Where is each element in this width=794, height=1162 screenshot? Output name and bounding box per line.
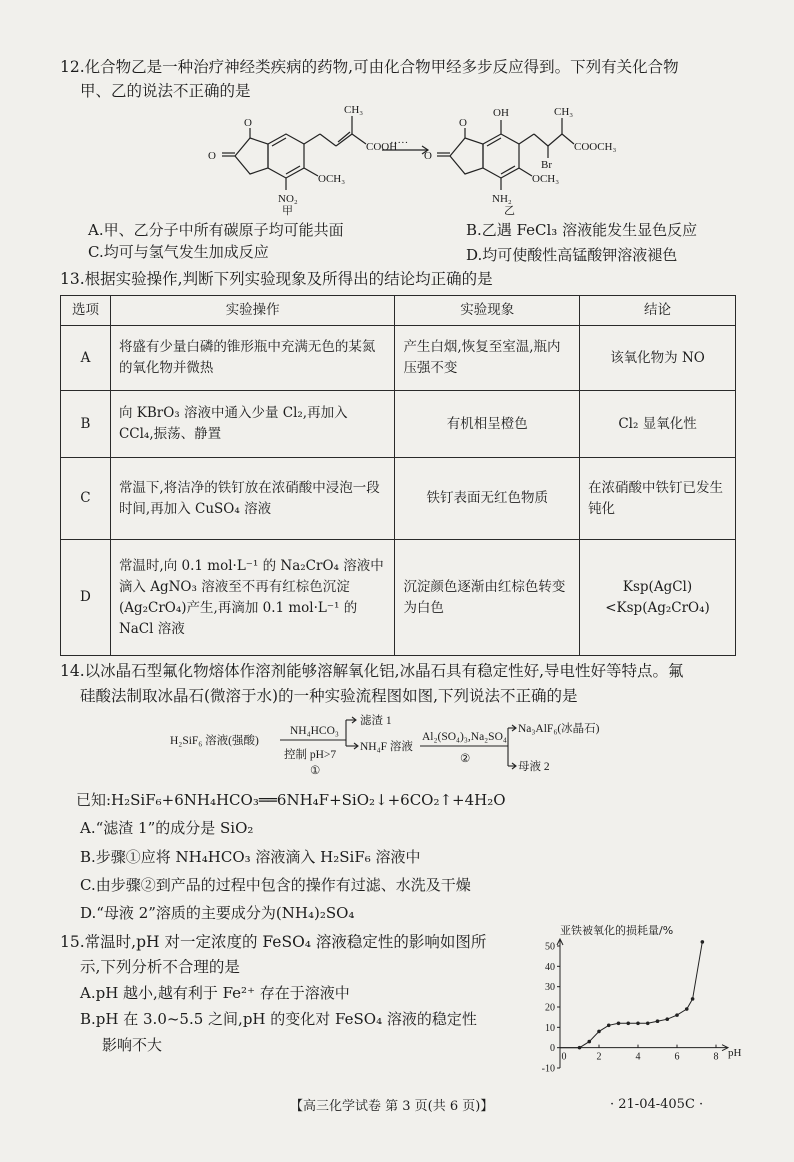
row-phenomenon: 铁钉表面无红色物质 [395,458,580,540]
q15-option-b-line2: 影响不大 [102,1036,163,1054]
flow-step1: ① [310,765,321,777]
jia-methyl: CH₃ [344,104,364,116]
row-option: D [61,540,111,656]
header-option: 选项 [61,296,111,326]
chart-point [626,1021,630,1025]
row-operation: 常温时,向 0.1 mol·L⁻¹ 的 Na₂CrO₄ 溶液中滴入 AgNO₃ 溶液至不再有红棕色沉淀(Ag₂CrO₄)产生,再滴加 0.1 mol·L⁻¹ 的 NaCl 溶液 [110,540,395,656]
row-option: B [61,391,111,458]
q12-option-b: B.乙遇 FeCl₃ 溶液能发生显色反应 [466,221,698,239]
q14-stem-line1: 14.以冰晶石型氟化物熔体作溶剂能够溶解氧化铝,冰晶石具有稳定性好,导电性好等特点。氟 [60,662,684,680]
row-operation: 常温下,将洁净的铁钉放在浓硝酸中浸泡一段时间,再加入 CuSO₄ 溶液 [110,458,395,540]
header-operation: 实验操作 [110,296,395,326]
chart-y-tick-label: 50 [545,941,555,953]
chart-point [636,1021,640,1025]
q14-flow-diagram [170,706,690,786]
chart-point [691,997,695,1001]
yi-och3: OCH₃ [532,173,560,185]
chart-x-tick-label: 8 [713,1051,719,1063]
jia-o-label: O [208,150,216,162]
flow-mother: 母液 2 [518,761,550,773]
jia-och3: OCH₃ [318,173,346,185]
flow-step2: ② [460,753,471,765]
chart-point [675,1013,679,1017]
q14-option-b: B.步骤①应将 NH₄HCO₃ 溶液滴入 H₂SiF₆ 溶液中 [80,848,421,866]
q14-option-d: D.“母液 2”溶质的主要成分为(NH₄)₂SO₄ [80,904,355,922]
chart-y-tick-label: 30 [545,982,555,994]
flow-product: Na₃AlF₆(冰晶石) [518,723,600,735]
chart-point [617,1021,621,1025]
chart-y-tick-label: -10 [541,1063,555,1075]
chart-point [656,1019,660,1023]
chart-x-tick-label: 0 [561,1051,567,1063]
chart-x-tick-label: 4 [635,1051,641,1063]
q15-option-a: A.pH 越小,越有利于 Fe²⁺ 存在于溶液中 [80,984,350,1002]
chart-y-tick-label: 40 [545,961,555,973]
jia-cooh: COOH [366,141,398,153]
chart-axes [557,939,728,1068]
yi-label: 乙 [504,205,515,217]
chart-y-tick-label: 0 [550,1043,555,1055]
q15-option-b-line1: B.pH 在 3.0~5.5 之间,pH 的变化对 FeSO₄ 溶液的稳定性 [80,1010,477,1028]
flow-cond1: 控制 pH>7 [284,749,337,761]
table-row [61,326,736,391]
q12-option-c: C.均可与氢气发生加成反应 [88,243,269,261]
row-phenomenon: 沉淀颜色逐渐由红棕色转变为白色 [395,540,580,656]
chart-series-line [560,942,702,1048]
flow-mid: NH₄F 溶液 [360,741,413,753]
q12-stem-line1: 12.化合物乙是一种治疗神经类疾病的药物,可由化合物甲经多步反应得到。下列有关化合物 [60,58,679,76]
reaction-arrow-dots: ····· [390,137,409,149]
flow-reagent1: NH₄HCO₃ [290,725,339,737]
yi-oh: OH [493,107,509,119]
jia-label: 甲 [282,205,293,217]
q13-stem: 13.根据实验操作,判断下列实验现象及所得出的结论均正确的是 [60,270,493,288]
table-row [61,458,736,540]
table-header-row [61,296,736,326]
chart-xlabel: pH [728,1047,742,1059]
jia-no2: NO₂ [278,193,298,205]
flow-residue1: 滤渣 1 [360,715,392,727]
yi-br: Br [541,159,552,171]
row-conclusion: Cl₂ 显氧化性 [580,391,736,458]
table-row [61,391,736,458]
chart-point [578,1046,582,1050]
yi-cooch3: COOCH₃ [574,141,617,153]
yi-ring-o: O [459,117,467,129]
q12-stem-line2: 甲、乙的说法不正确的是 [80,82,251,100]
chart-point [607,1024,611,1028]
q12-structures [200,98,617,217]
q13-table [60,295,736,656]
chart-point [597,1030,601,1034]
q12-option-d: D.均可使酸性高锰酸钾溶液褪色 [466,246,678,264]
yi-methyl: CH₃ [554,106,574,118]
chart-x-tick-label: 6 [674,1051,680,1063]
q15-stem-line2: 示,下列分析不合理的是 [80,958,240,976]
chart-ylabel: 亚铁被氧化的损耗量/% [560,924,674,937]
footer-code: · 21-04-405C · [610,1097,704,1112]
chart-point [646,1021,650,1025]
chart-point [685,1007,689,1011]
chart-y-tick-label: 20 [545,1002,555,1014]
row-operation: 向 KBrO₃ 溶液中通入少量 Cl₂,再加入 CCl₄,振荡、静置 [110,391,395,458]
jia-ring-o: O [244,117,252,129]
flow-start: H₂SiF₆ 溶液(强酸) [170,735,259,747]
row-operation: 将盛有少量白磷的锥形瓶中充满无色的某氮的氧化物并微热 [110,326,395,391]
q14-known: 已知:H₂SiF₆+6NH₄HCO₃══6NH₄F+SiO₂↓+6CO₂↑+4H₂O [76,791,506,809]
row-option: A [61,326,111,391]
chart-point [587,1040,591,1044]
q12-option-a: A.甲、乙分子中所有碳原子均可能共面 [88,221,344,239]
header-conclusion: 结论 [580,296,736,326]
row-option: C [61,458,111,540]
header-phenomenon: 实验现象 [395,296,580,326]
q15-stem-line1: 15.常温时,pH 对一定浓度的 FeSO₄ 溶液稳定性的影响如图所 [60,933,487,951]
chart-point [665,1017,669,1021]
row-conclusion: 该氧化物为 NO [580,326,736,391]
row-phenomenon: 有机相呈橙色 [395,391,580,458]
chart-point [701,940,705,944]
chart-ticks [542,942,719,1075]
chart-series [560,940,704,1049]
flow-reagent2: Al₂(SO₄)₃,Na₂SO₄ [422,731,507,743]
row-conclusion: Ksp(AgCl)<Ksp(Ag₂CrO₄) [580,540,736,656]
yi-o-label: O [424,150,432,162]
chart-x-tick-label: 2 [596,1051,602,1063]
q14-option-c: C.由步骤②到产品的过程中包含的操作有过滤、水洗及干燥 [80,876,471,894]
table-row [61,540,736,656]
row-phenomenon: 产生白烟,恢复至室温,瓶内压强不变 [395,326,580,391]
q15-chart [520,922,760,1074]
q14-stem-line2: 硅酸法制取冰晶石(微溶于水)的一种实验流程图如图,下列说法不正确的是 [80,687,578,705]
footer-page-label: 【高三化学试卷 第 3 页(共 6 页)】 [290,1099,494,1114]
chart-y-tick-label: 10 [545,1022,555,1034]
yi-nh2: NH₂ [492,193,512,205]
q14-option-a: A.“滤渣 1”的成分是 SiO₂ [80,819,254,837]
row-conclusion: 在浓硝酸中铁钉已发生钝化 [580,458,736,540]
